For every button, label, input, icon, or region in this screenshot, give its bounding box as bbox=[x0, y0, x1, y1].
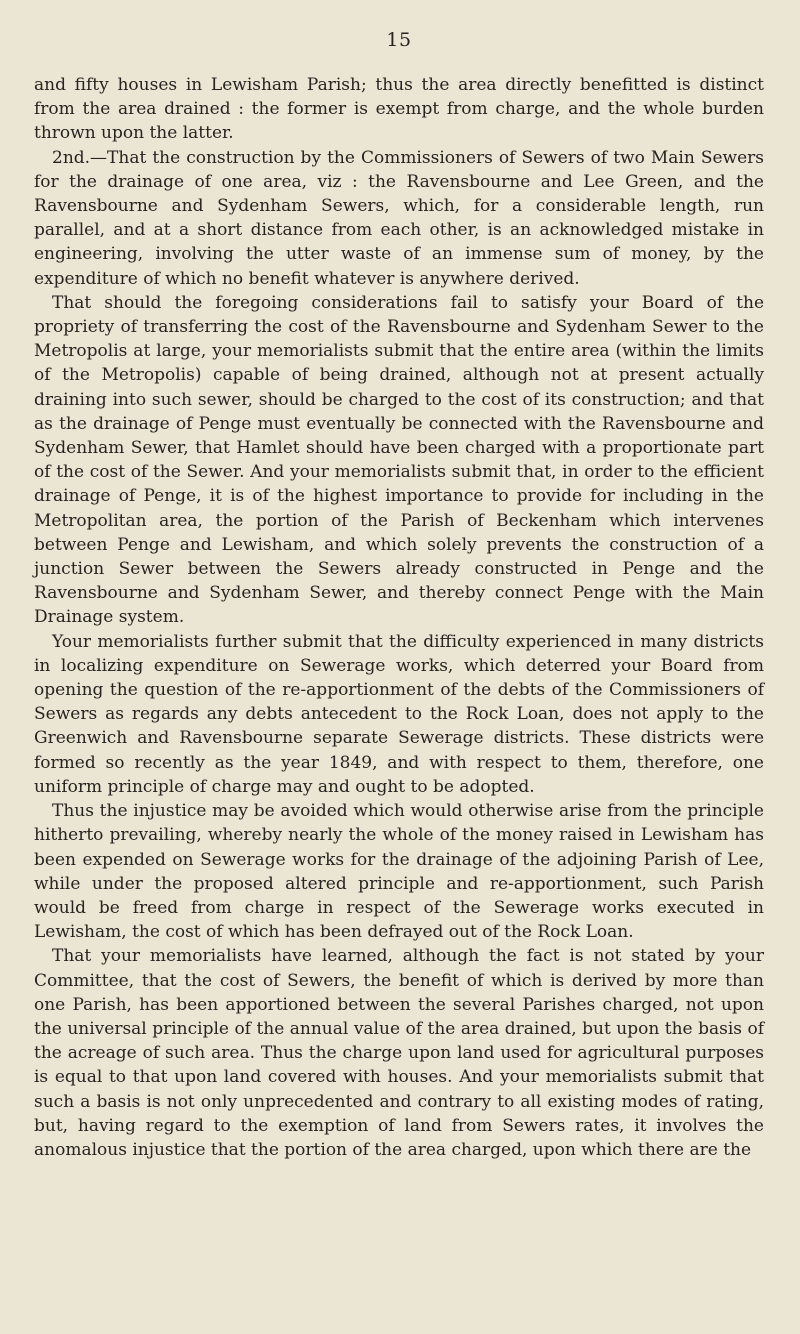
paragraph-second-point: 2nd.—That the construction by the Commissioners of Sewers of two Main Sewers for the drainage of one area, viz : the Ravensbourne and Lee Green, and the Ravensbourne and Sydenham Sewers, which, for a considerable length, run parallel, and at a short distance from each other, is an acknowledged mistake in engineering, involving the utter waste of an immense sum of money, by the expenditure of which no benefit whatever is anywhere derived. bbox=[34, 147, 764, 289]
body-text bbox=[34, 73, 764, 1162]
paragraph-foregoing-considerations: That should the foregoing considerations fail to satisfy your Board of the propriety of transferring the cost of the Ravensbourne and Sydenham Sewer to the Metropolis at large, your memorialists submit that the entire area (within the limits of the Metropolis) capable of being drained, although not at present actually draining into such sewer, should be charged to the cost of its construction; and that as the drainage of Penge must eventually be connected with the Ravensbourne and Sydenham Sewer, that Hamlet should have been charged with a proportionate part of the cost of the Sewer. And your memorialists submit that, in order to the efficient drainage of Penge, it is of the highest importance to provide for including in the Metropolitan area, the portion of the Parish of Beckenham which intervenes between Penge and Lewisham, and which solely prevents the construction of a junction Sewer between the Sewers already constructed in Penge and the Ravensbourne and Sydenham Sewer, and thereby connect Penge with the Main Drainage system. bbox=[34, 292, 764, 628]
paragraph-injustice: Thus the injustice may be avoided which would otherwise arise from the principle hitherto prevailing, whereby nearly the whole of the money raised in Lewisham has been expended on Sewerage works for the drainage of the adjoining Parish of Lee, while under the proposed altered principle and re-apportionment, such Parish would be freed from charge in respect of the Sewerage works executed in Lewisham, the cost of which has been defrayed out of the Rock Loan. bbox=[34, 801, 764, 943]
paragraph-further-submit: Your memorialists further submit that the difficulty experienced in many districts in localizing expenditure on Sewerage works, which deterred your Board from opening the question of the re-apportionment of the debts of the Commissioners of Sewers as regards any debts antecedent to the Rock Loan, does not apply to the Greenwich and Ravensbourne separate Sewerage districts. These districts were formed so recently as the year 1849, and with respect to them, therefore, one uniform principle of charge may and ought to be adopted. bbox=[34, 631, 764, 797]
paragraph-continuation: and fifty houses in Lewisham Parish; thus the area directly benefitted is distinct from the area drained : the former is exempt from charge, and the whole burden thrown upon the latter. bbox=[34, 75, 764, 144]
page-number: 15 bbox=[386, 29, 412, 51]
paragraph-apportionment: That your memorialists have learned, although the fact is not stated by your Committee, that the cost of Sewers, the benefit of which is derived by more than one Parish, has been apportioned between the several Parishes charged, not upon the universal principle of the annual value of the area drained, but upon the basis of the acreage of such area. Thus the charge upon land used for agricultural purposes is equal to that upon land covered with houses. And your memorialists submit that such a basis is not only unprecedented and contrary to all existing modes of rating, but, having regard to the exemption of land from Sewers rates, it involves the anomalous injustice that the portion of the area charged, upon which there are the bbox=[34, 946, 764, 1160]
